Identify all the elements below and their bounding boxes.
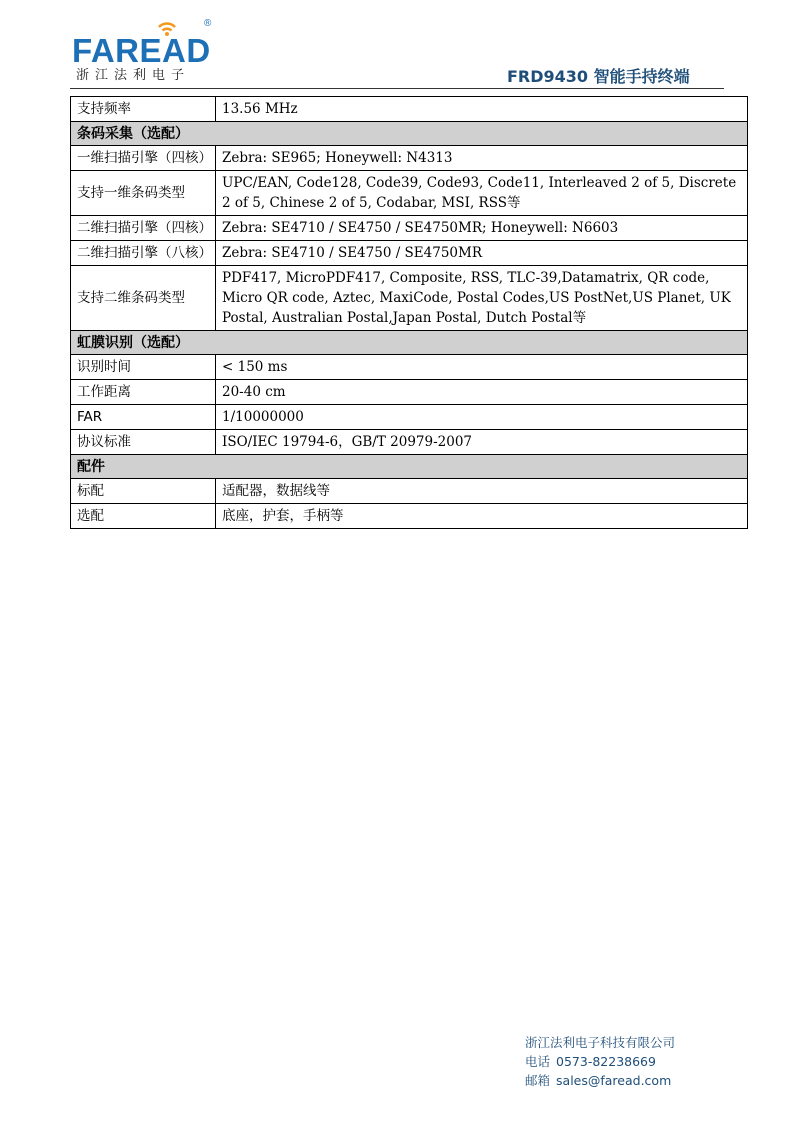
spec-label: 协议标准 (71, 430, 216, 455)
logo-company-subtitle: 浙江法利电子 (76, 68, 191, 83)
spec-row (71, 241, 748, 266)
spec-value: 适配器，数据线等 (216, 479, 748, 504)
spec-label: 一维扫描引擎（四核） (71, 146, 216, 171)
spec-row (71, 266, 748, 331)
spec-value: Zebra: SE4710 / SE4750 / SE4750MR; Honeywell: N6603 (216, 216, 748, 241)
section-header-row (71, 122, 748, 146)
spec-value: ISO/IEC 19794-6，GB/T 20979-2007 (216, 430, 748, 455)
spec-value: Zebra: SE4710 / SE4750 / SE4750MR (216, 241, 748, 266)
spec-label: 二维扫描引擎（四核） (71, 216, 216, 241)
section-header-row (71, 455, 748, 479)
logo-brand-text: FAREAD (72, 32, 211, 69)
spec-row (71, 216, 748, 241)
spec-value: 底座，护套，手柄等 (216, 504, 748, 529)
footer-company: 浙江法利电子科技有限公司 (525, 1035, 676, 1050)
spec-label: 支持二维条码类型 (71, 266, 216, 331)
spec-label: 工作距离 (71, 380, 216, 405)
section-title: 条码采集（选配） (71, 122, 748, 146)
spec-table-body (71, 97, 748, 529)
spec-label: FAR (71, 405, 216, 430)
spec-label: 支持频率 (71, 97, 216, 122)
spec-value: < 150 ms (216, 355, 748, 380)
spec-row (71, 97, 748, 122)
spec-row (71, 504, 748, 529)
company-logo (72, 18, 222, 82)
spec-label: 识别时间 (71, 355, 216, 380)
spec-table (70, 96, 748, 529)
footer-phone-label: 电话 (525, 1054, 551, 1069)
document-title: FRD9430 智能手持终端 (507, 67, 690, 86)
spec-row (71, 479, 748, 504)
spec-row (71, 430, 748, 455)
footer-email: sales@faread.com (556, 1073, 672, 1088)
spec-row (71, 146, 748, 171)
spec-row (71, 380, 748, 405)
spec-row (71, 355, 748, 380)
spec-label: 选配 (71, 504, 216, 529)
footer-email-label: 邮箱 (525, 1073, 551, 1088)
footer-contact (525, 1033, 675, 1090)
spec-row (71, 405, 748, 430)
section-title: 虹膜识别（选配） (71, 331, 748, 355)
spec-value: Zebra: SE965; Honeywell: N4313 (216, 146, 748, 171)
footer-email-line (525, 1071, 675, 1090)
header-divider (70, 88, 724, 89)
spec-value: PDF417, MicroPDF417, Composite, RSS, TLC-39,Datamatrix, QR code, Micro QR code, Aztec, MaxiCode, Postal Codes,US PostNet,US Planet, UK Postal, Australian Postal,Japan Postal, Dutch Postal等 (216, 266, 748, 331)
registered-mark: ® (204, 18, 212, 29)
spec-label: 支持一维条码类型 (71, 171, 216, 216)
spec-label: 二维扫描引擎（八核） (71, 241, 216, 266)
spec-value: 20-40 cm (216, 380, 748, 405)
footer-phone: 0573-82238669 (556, 1054, 656, 1069)
section-title: 配件 (71, 455, 748, 479)
spec-value: UPC/EAN, Code128, Code39, Code93, Code11, Interleaved 2 of 5, Discrete 2 of 5, Chinese 2 of 5, Codabar, MSI, RSS等 (216, 171, 748, 216)
spec-value: 1/10000000 (216, 405, 748, 430)
spec-label: 标配 (71, 479, 216, 504)
spec-value: 13.56 MHz (216, 97, 748, 122)
section-header-row (71, 331, 748, 355)
spec-row (71, 171, 748, 216)
footer-phone-line (525, 1052, 675, 1071)
